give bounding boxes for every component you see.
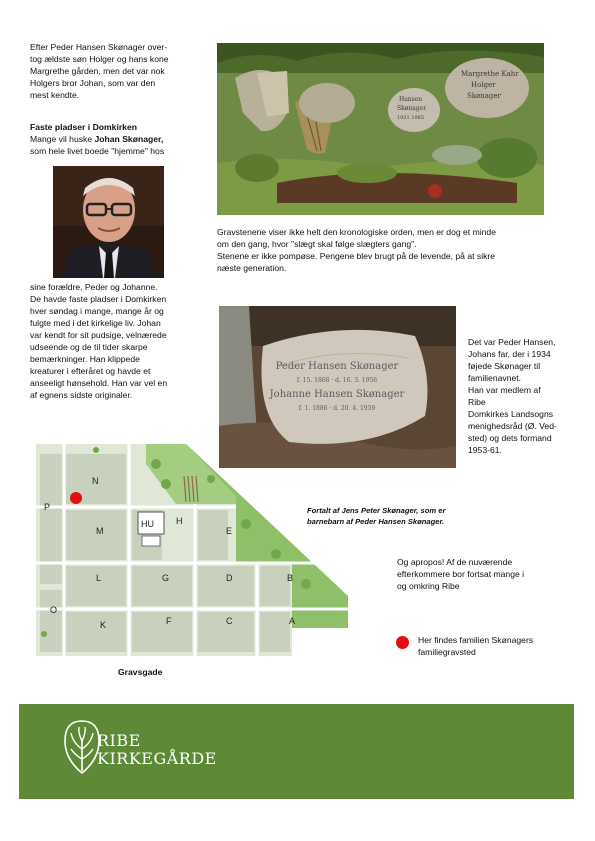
johan-name: Johan Skønager, <box>94 134 164 144</box>
street-label: Gravsgade <box>118 667 163 677</box>
stone-mid-line: Hansen <box>399 96 423 103</box>
intro-line: Margrethe gården, men det var nok <box>30 66 165 76</box>
map-section-hu: HU <box>141 519 154 529</box>
stone-left-line: Skønager <box>467 92 501 100</box>
caption-line: om den gang, hvor "slægt skal følge slægters gang". <box>217 239 417 249</box>
section-intro <box>30 121 220 157</box>
peder-line: Johans far, der i 1934 <box>468 349 551 359</box>
map-section-d: D <box>226 573 233 583</box>
johan-line: anseeligt hønsehold. Han var vel en <box>30 378 168 388</box>
apropos-text <box>397 556 577 592</box>
johan-line: bemærkninger. Han klippede <box>30 354 140 364</box>
stone-mid-line: 1921 1985 <box>397 115 425 121</box>
gravesite-caption <box>217 226 562 274</box>
section-heading: Faste pladser i Domkirken <box>30 122 137 132</box>
tree-logo-icon <box>63 719 101 777</box>
map-section-f: F <box>166 616 172 626</box>
apropos-line: Og apropos! Af de nuværende <box>397 557 513 567</box>
peder-line: Ribe <box>468 397 486 407</box>
family-grave-marker-icon <box>396 636 409 649</box>
map-section-p: P <box>44 502 51 512</box>
johan-line: kreaturer i efteråret og havde et <box>30 366 151 376</box>
apropos-line: efterkommere bor fortsat mange i <box>397 569 525 579</box>
caption-line: næste generation. <box>217 263 287 273</box>
map-section-a: A <box>289 616 296 626</box>
peder-line: Han var medlem af <box>468 385 541 395</box>
johan-line: sine forældre, Peder og Johanne. <box>30 282 158 292</box>
johan-line: De havde faste pladser i Domkirken <box>30 294 167 304</box>
johan-line: af egnens sidste originaler. <box>30 390 133 400</box>
map-section-k: K <box>100 620 107 630</box>
johan-line: hver søndag i mange, mange år og <box>30 306 164 316</box>
section-line1-text: Mange vil huske <box>30 134 95 144</box>
intro-paragraph <box>30 41 220 101</box>
intro-line: Holgers bror Johan, som var den <box>30 78 156 88</box>
peder-line: menighedsråd (Ø. Ved- <box>468 421 557 431</box>
johan-paragraph <box>30 281 225 401</box>
stone-mid-line: Skønager <box>397 105 427 112</box>
caption-line: Gravstenene viser ikke helt den kronologiske orden, men er dog et minde <box>217 227 496 237</box>
inscription-line: f. 15. 1868 · d. 16. 3. 1956 <box>296 377 378 384</box>
peder-paragraph <box>468 336 583 456</box>
map-section-l: L <box>96 573 102 583</box>
peder-line: sted) og dets formand <box>468 433 552 443</box>
section-line: som hele livet boede "hjemme" hos <box>30 146 165 156</box>
peder-line: Domkirkes Landsogns <box>468 409 554 419</box>
section-line <box>30 133 220 145</box>
map-section-o: O <box>50 605 58 615</box>
peder-line: føjede Skønager til <box>468 361 541 371</box>
map-section-n: N <box>92 476 99 486</box>
map-section-c: C <box>226 616 233 626</box>
portrait-photo <box>53 166 164 278</box>
logo-text-ribe: RIBE <box>97 731 141 750</box>
legend-line: Her findes familien Skønagers <box>418 635 534 645</box>
map-section-b: B <box>287 573 294 583</box>
gravesite-photo <box>217 43 544 215</box>
inscription-line: Johanne Hansen Skønager <box>269 389 405 400</box>
map-section-h: H <box>176 516 183 526</box>
johan-line: var kendt for sit pudsige, velnærede <box>30 330 167 340</box>
credit-line: barnebarn af Peder Hansen Skønager. <box>307 517 445 526</box>
footer-banner <box>19 704 574 799</box>
map-section-m: M <box>96 526 104 536</box>
cemetery-map <box>36 444 348 656</box>
map-section-e: E <box>226 526 233 536</box>
caption-line: Stenene er ikke pompøse. Pengene blev brugt på de levende, på at sikre <box>217 251 496 261</box>
peder-line: familienavnet. <box>468 373 522 383</box>
intro-line: tog ældste søn Holger og hans kone <box>30 54 169 64</box>
logo-text-kirkegaarde: KIRKEGÅRDE <box>97 749 217 768</box>
johan-line: fulgte med i det kirkelige liv. Johan <box>30 318 161 328</box>
credit-line: Fortalt af Jens Peter Skønager, som er <box>307 506 446 515</box>
peder-line: 1953-61. <box>468 445 502 455</box>
legend-text <box>418 634 578 658</box>
legend-line: familiegravsted <box>418 647 476 657</box>
inscription-line: Peder Hansen Skønager <box>275 361 399 372</box>
apropos-line: og omkring Ribe <box>397 581 460 591</box>
stone-left-line: Holger <box>471 81 496 89</box>
stone-left-line: Margrethe Kahr <box>461 70 519 78</box>
intro-line: Efter Peder Hansen Skønager over- <box>30 42 168 52</box>
peder-line: Det var Peder Hansen, <box>468 337 556 347</box>
johan-line: udseende og de til tider skarpe <box>30 342 148 352</box>
inscription-line: f. 1. 1886 · d. 20. 4. 1959 <box>298 405 376 412</box>
intro-line: mest kendte. <box>30 90 80 100</box>
map-section-g: G <box>162 573 170 583</box>
